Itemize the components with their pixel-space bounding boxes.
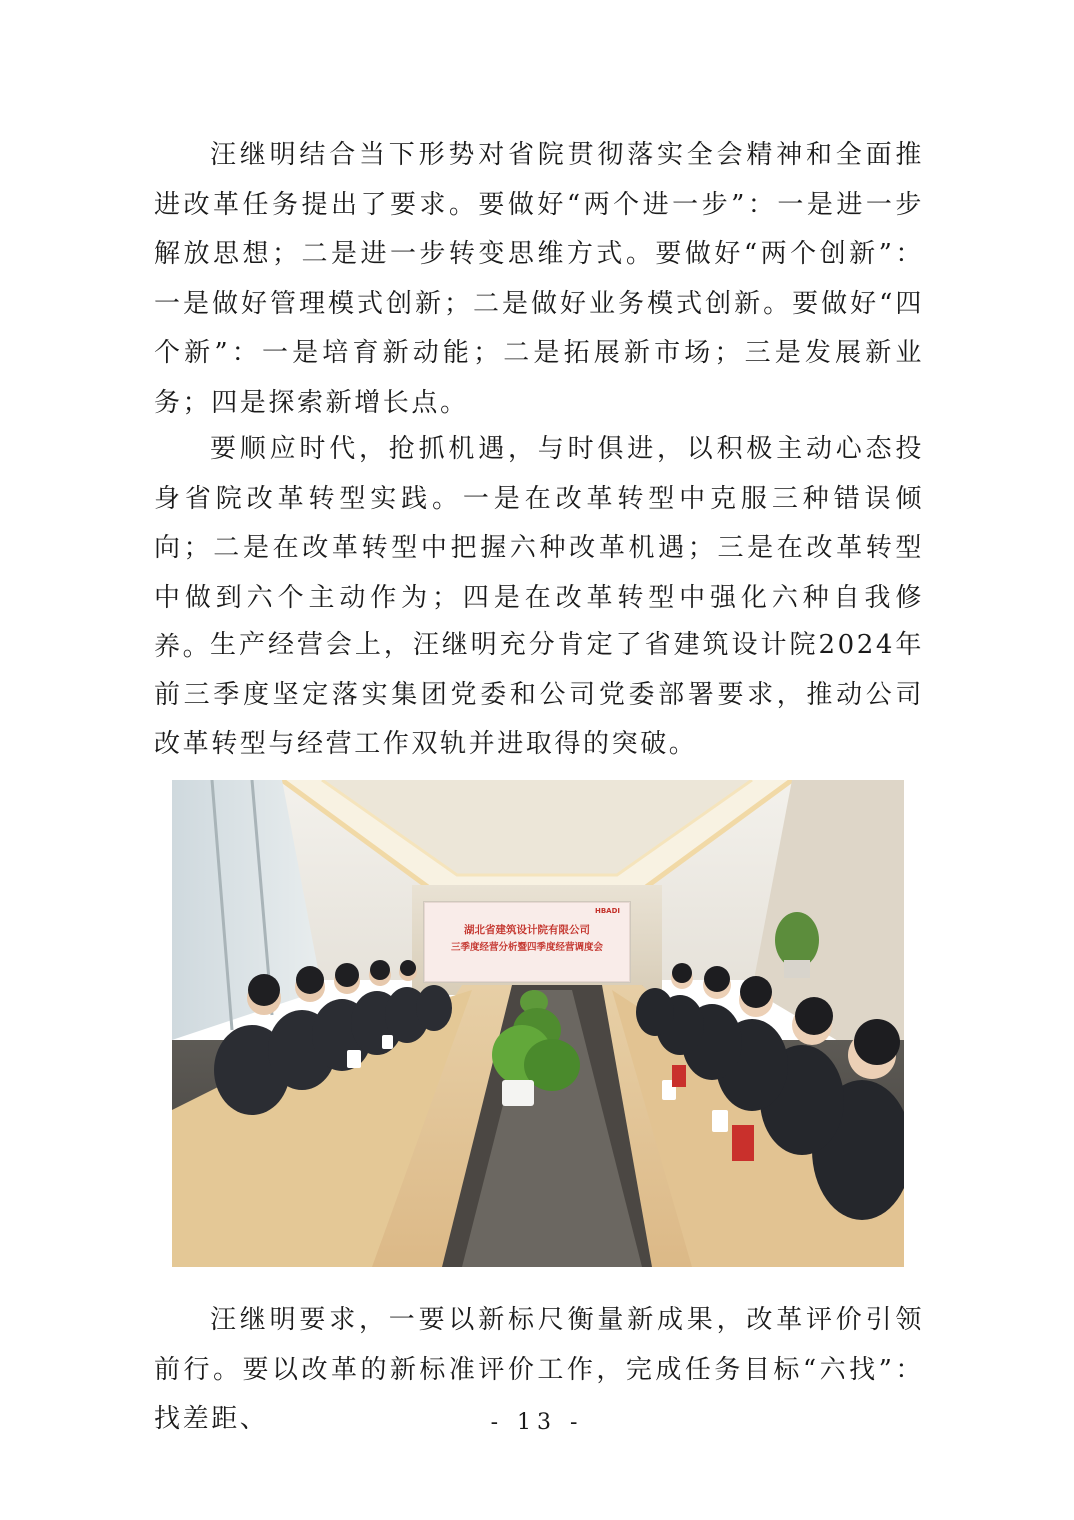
paragraph-3: 生产经营会上，汪继明充分肯定了省建筑设计院2024年前三季度坚定落实集团党委和公司党委部署要求，推动公司改革转型与经营工作双轨并进取得的突破。: [154, 630, 924, 759]
screen-logo: HBADI: [594, 907, 620, 915]
screen-subtitle: 三季度经营分析暨四季度经营调度会: [450, 942, 604, 953]
paragraph-2: 要顺应时代，抢抓机遇，与时俱进，以积极主动心态投身省院改革转型实践。一是在改革转型中克服三种错误倾向；二是在改革转型中把握六种改革机遇；三是在改革转型中做到六个主动作为；四是在改革转型中强化六种自我修养。: [154, 434, 924, 662]
screen-title: 湖北省建筑设计院有限公司: [464, 924, 590, 936]
paragraph-4: 汪继明要求，一要以新标尺衡量新成果，改革评价引领前行。要以改革的新标准评价工作，完成任务目标“六找”：找差距、: [154, 1305, 924, 1434]
paragraph-1: 汪继明结合当下形势对省院贯彻落实全会精神和全面推进改革任务提出了要求。要做好“两个进一步”：一是进一步解放思想；二是进一步转变思维方式。要做好“两个创新”：一是做好管理模式创新；二是做好业务模式创新。要做好“四个新”：一是培育新动能；二是拓展新市场；三是发展新业务；四是探索新增长点。: [154, 140, 924, 418]
meeting-photo: [172, 780, 904, 1267]
page-number: - 13 -: [490, 1410, 584, 1435]
